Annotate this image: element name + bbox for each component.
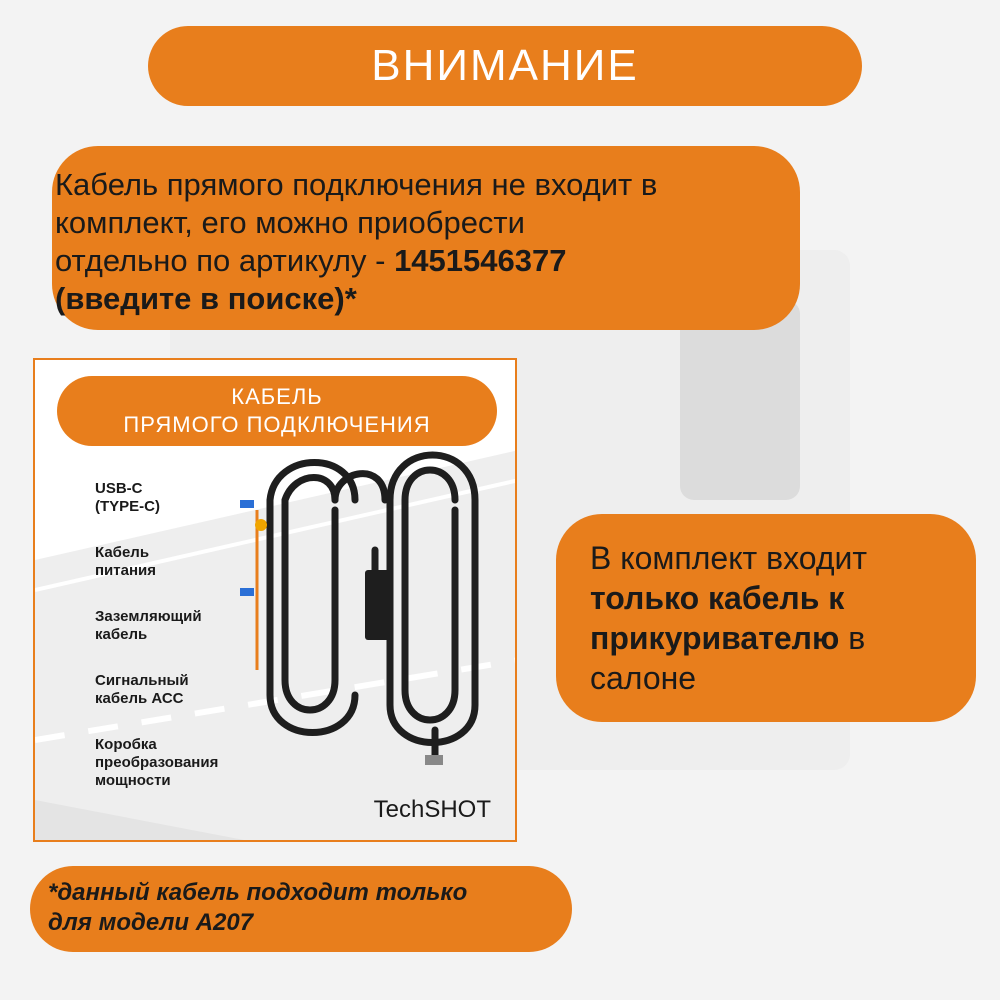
cable-product-card (33, 358, 517, 842)
search-hint: (введите в поиске)* (55, 281, 357, 316)
info-line-4 (55, 280, 800, 318)
label-power-box (95, 736, 265, 790)
info-banner (52, 146, 800, 330)
cable-part-labels (95, 480, 265, 818)
included-line-1: В комплект входит (590, 540, 868, 576)
included-line-4: салоне (590, 660, 697, 696)
label-power-box-line-2: преобразования (95, 754, 219, 771)
included-note (556, 514, 976, 722)
label-power-box-line-1: Коробка (95, 736, 157, 753)
power-box-icon (365, 570, 390, 640)
label-power-box-line-3: мощности (95, 772, 171, 789)
label-acc-cable-line-2: кабель АСС (95, 690, 184, 707)
info-line-2: комплект, его можно приобрести (55, 205, 525, 240)
info-line-3 (55, 242, 800, 280)
included-bold-2: прикуривателю (590, 620, 840, 656)
label-usb-c-line-2: (TYPE-C) (95, 498, 160, 515)
label-ground-cable-line-2: кабель (95, 626, 148, 643)
included-bold-1: только кабель к (590, 580, 845, 616)
warning-title (148, 26, 862, 106)
label-acc-cable (95, 672, 265, 708)
label-usb-c (95, 480, 265, 516)
usb-c-plug-icon (425, 755, 443, 765)
warning-title-text: ВНИМАНИЕ (371, 41, 639, 90)
note-line-1: *данный кабель подходит только (48, 879, 468, 906)
label-power-cable-line-1: Кабель (95, 544, 150, 561)
info-line-1: Кабель прямого подключения не входит в (55, 167, 658, 202)
label-acc-cable-line-1: Сигнальный (95, 672, 189, 689)
label-usb-c-line-1: USB-C (95, 480, 143, 497)
note-line-2: для модели А207 (48, 909, 254, 936)
brand-logo: TechSHOT (373, 796, 491, 823)
included-line-2 (590, 578, 976, 618)
article-number: 1451546377 (394, 243, 567, 278)
compatibility-note (30, 866, 572, 952)
included-tail: в (839, 620, 866, 656)
info-line-3-text: отдельно по артикулу - (55, 243, 395, 278)
label-power-cable (95, 544, 265, 580)
label-ground-cable (95, 608, 265, 644)
included-line-3 (590, 618, 976, 658)
label-power-cable-line-2: питания (95, 562, 157, 579)
label-ground-cable-line-1: Заземляющий (95, 608, 202, 625)
card-title-line-1: КАБЕЛЬ (231, 384, 323, 409)
card-title-line-2: ПРЯМОГО ПОДКЛЮЧЕНИЯ (123, 412, 431, 437)
background-phone (680, 300, 800, 500)
